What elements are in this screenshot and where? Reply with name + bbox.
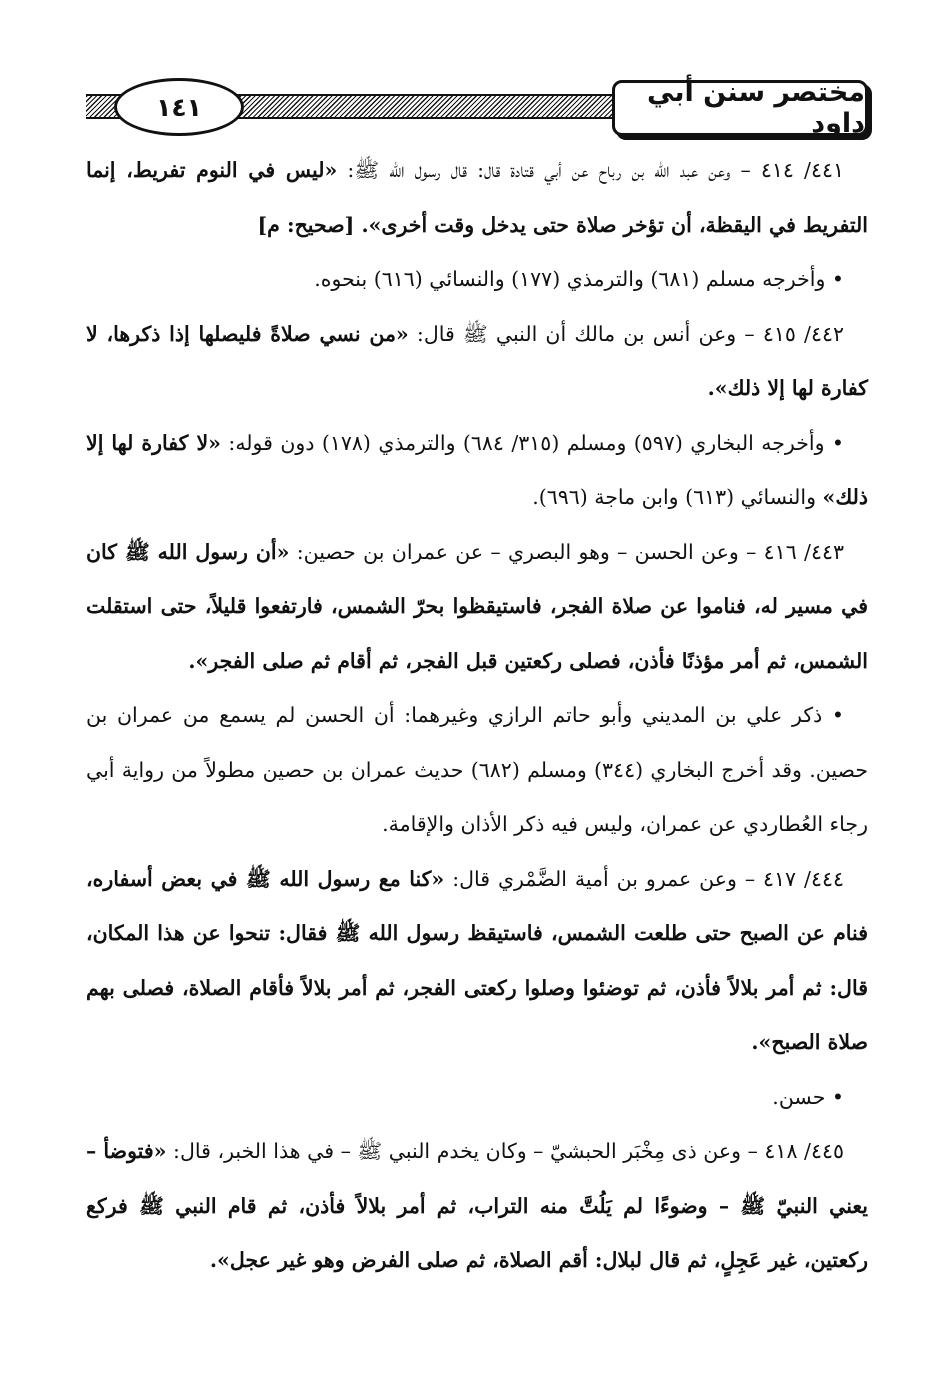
hadith-chain: – وعن عمرو بن أمية الضَّمْري قال:	[444, 866, 764, 891]
hadith-441	[86, 143, 868, 252]
note-text: • حسن.	[772, 1084, 844, 1109]
note-tail: والنسائي (٦١٣) وابن ماجة (٦٩٦).	[532, 485, 823, 509]
takhrij-note	[86, 688, 868, 852]
hadith-text: «كنا مع رسول الله ﷺ في بعض أسفاره، فنام عن الصبح حتى طلعت الشمس، فاستيقظ رسول الله ﷺ فقال: تنحوا عن هذا المكان، قال: ثم أمر بلالاً فأذن، ثم توضئوا وصلوا ركعتى الفجر، ثم أمر بلالاً فأقام الصلاة، فصلى بهم صلاة الصبح».	[86, 866, 868, 1054]
page-header	[86, 77, 868, 139]
hadith-text: «ليس في النوم تفريط، إنما التفريط في اليقظة، أن تؤخر صلاة حتى يدخل وقت أخرى». [صحيح: م]	[86, 158, 868, 237]
hadith-chain: – وعن عبد الله بن رباح عن أبي قتادة قال: قال رسول الله ﷺ:	[337, 158, 761, 182]
takhrij-note	[86, 252, 868, 307]
takhrij-note	[86, 416, 868, 525]
grading-note	[86, 1070, 868, 1125]
page-body	[86, 143, 868, 1323]
note-text: • ذكر علي بن المديني وأبو حاتم الرازي وغيرهما: أن الحسن لم يسمع من عمران بن حصين. وقد أخرج البخاري (٣٤٤) ومسلم (٦٨٢) حديث عمران بن حصين مطولاً من رواية أبي رجاء العُطاردي عن عمران، وليس فيه ذكر الأذان والإقامة.	[86, 703, 869, 836]
hadith-number: ٤٤٤/ ٤١٧	[763, 866, 844, 891]
hadith-444	[86, 852, 868, 1070]
hadith-number: ٤٤٢/ ٤١٥	[762, 321, 844, 346]
hadith-chain: – وعن ذى مِخْبَر الحبشيّ – وكان يخدم النبي ﷺ – في هذا الخبر، قال:	[166, 1139, 765, 1163]
hadith-445	[86, 1124, 868, 1288]
hadith-text: «من نسي صلاةً فليصلها إذا ذكرها، لا كفارة لها إلا ذلك».	[86, 321, 868, 400]
page-number: ١٤١	[114, 78, 244, 136]
hadith-442	[86, 307, 868, 416]
hadith-text: «أن رسول الله ﷺ كان في مسير له، فناموا عن صلاة الفجر، فاستيقظوا بحرّ الشمس، فارتفعوا قليلاً، حتى استقلت الشمس، ثم أمر مؤذنًا فأذن، فصلى ركعتين قبل الفجر، ثم أقام ثم صلى الفجر».	[86, 539, 868, 673]
note-text: • وأخرجه مسلم (٦٨١) والترمذي (١٧٧) والنسائي (٦١٦) بنحوه.	[314, 267, 844, 291]
book-title: مختصر سنن أبي داود	[612, 80, 868, 136]
hadith-chain: – وعن أنس بن مالك أن النبي ﷺ قال:	[408, 321, 763, 346]
hadith-text: «فتوضأ – يعني النبيّ ﷺ – وضوءًا لم يَلُتَّ منه التراب، ثم أمر بلالاً فأذن، ثم قام النبي ﷺ فركع ركعتين، غير عَجِلٍ، ثم قال لبلال: أقم الصلاة، ثم صلى الفرض وهو غير عجل».	[86, 1139, 868, 1272]
hadith-443	[86, 525, 868, 689]
note-text: • وأخرجه البخاري (٥٩٧) ومسلم (٣١٥/ ٦٨٤) والترمذي (١٧٨) دون قوله:	[220, 430, 844, 455]
hadith-number: ٤٤٣/ ٤١٦	[763, 539, 844, 564]
hadith-chain: – وعن الحسن – وهو البصري – عن عمران بن حصين:	[289, 539, 764, 564]
hadith-number: ٤٤٥/ ٤١٨	[764, 1139, 844, 1163]
note-quote: «لا كفارة لها إلا ذلك»	[86, 430, 868, 509]
hadith-number: ٤٤١/ ٤١٤	[760, 158, 844, 182]
